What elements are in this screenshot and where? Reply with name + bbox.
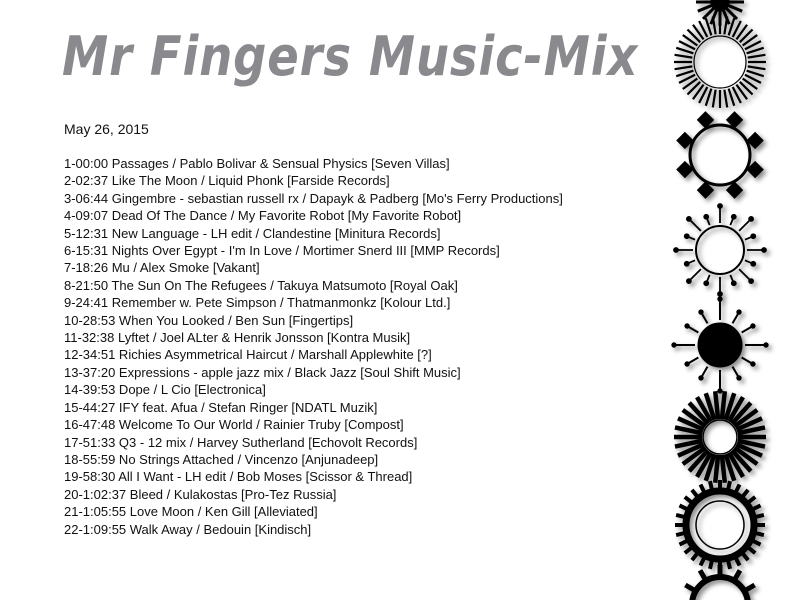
sun-ray	[729, 89, 735, 106]
sun-ray	[675, 66, 693, 69]
sun-dot	[686, 279, 691, 284]
sun-ray	[748, 55, 766, 58]
sun-dot	[749, 279, 754, 284]
sun-tooth	[692, 554, 697, 560]
sun-ray	[748, 66, 766, 69]
sun-tooth	[743, 554, 748, 560]
track-item: 21-1:05:55 Love Moon / Ken Gill [Alleviated]	[64, 504, 318, 520]
sun-tooth	[756, 515, 764, 517]
track-item: 9-24:41 Remember w. Pete Simpson / Thatmanmonkz [Kolour Ltd.]	[64, 295, 451, 311]
sun-dot	[674, 248, 679, 253]
sun-tooth	[710, 481, 712, 489]
sun-dot	[686, 216, 691, 221]
sun-ray	[746, 585, 755, 590]
sun-dot	[751, 324, 755, 328]
sun-ray	[675, 55, 693, 58]
sun-ray	[685, 585, 694, 590]
sun-tooth	[685, 548, 691, 553]
track-item: 19-58:30 All I Want - LH edit / Bob Moses [Scissor & Thread]	[64, 469, 413, 485]
sun-ray	[735, 570, 740, 579]
track-item: 11-32:38 Lyftet / Joel ALter & Henrik Jonsson [Kontra Musik]	[64, 330, 411, 346]
track-item: 18-55:59 No Strings Attached / Vincenzo [Anjunadeep]	[64, 451, 379, 467]
sun-tooth	[728, 481, 730, 489]
sun-tooth	[676, 533, 684, 535]
track-item: 12-34:51 Richies Asymmetrical Haircut / Marshall Applewhite [?]	[64, 347, 432, 363]
sun-ring	[696, 501, 744, 549]
sun-ray	[715, 455, 718, 483]
sun-ray	[729, 18, 735, 35]
sun-core	[698, 323, 742, 367]
sun-tooth	[753, 505, 760, 508]
track-item: 7-18:26 Mu / Alex Smoke [Vakant]	[64, 260, 260, 276]
sun-dot	[751, 362, 755, 366]
decorative-sun-column	[664, 0, 791, 600]
sun-ray	[715, 391, 718, 419]
sun-ring	[694, 36, 746, 88]
sun-dot	[737, 310, 741, 314]
sun-tooth	[756, 533, 764, 535]
sun-ring	[690, 125, 750, 185]
sun-dot	[699, 310, 703, 314]
track-item: 17-51:33 Q3 - 12 mix / Harvey Sutherland [Echovolt Records]	[64, 434, 418, 450]
track-item: 22-1:09:55 Walk Away / Bedouin [Kindisch]	[64, 521, 312, 537]
track-item: 6-15:31 Nights Over Egypt - I'm In Love / Mortimer Snerd III [MMP Records]	[64, 243, 500, 259]
sun-dot	[751, 261, 756, 266]
sun-dot	[704, 281, 709, 286]
sun-tooth	[749, 548, 755, 553]
sun-ray	[700, 570, 705, 579]
track-item: 10-28:53 When You Looked / Ben Sun [Fingertips]	[64, 312, 354, 328]
sun-tooth	[753, 541, 760, 544]
sun-tooth	[736, 558, 739, 565]
page-title: Mr Fingers Music-Mix	[62, 25, 639, 88]
track-item: 13-37:20 Expressions - apple jazz mix / Black Jazz [Soul Shift Music]	[64, 364, 461, 380]
sun-tooth	[679, 505, 686, 508]
sun-dot	[749, 216, 754, 221]
track-item: 16-47:48 Welcome To Our World / Rainier Truby [Compost]	[64, 417, 404, 433]
sun-dot	[718, 204, 723, 209]
sun-dot	[684, 261, 689, 266]
sun-dot	[718, 389, 722, 393]
track-item: 1-00:00 Passages / Pablo Bolivar & Sensual Physics [Seven Villas]	[64, 156, 450, 171]
sun-ray	[724, 90, 727, 108]
sun-dot	[731, 214, 736, 219]
sun-dot	[762, 248, 767, 253]
sun-ring	[692, 577, 748, 600]
sun-dot	[684, 234, 689, 239]
sun-dot	[718, 297, 722, 301]
track-item: 5-12:31 New Language - LH edit / Clandestine [Minitura Records]	[64, 225, 441, 241]
track-item: 14-39:53 Dope / L Cio [Electronica]	[64, 382, 266, 398]
sun-tooth	[676, 515, 684, 517]
sun-ray	[722, 391, 725, 419]
sun-ray	[676, 71, 693, 77]
sun-tooth	[728, 561, 730, 569]
track-item: 8-21:50 The Sun On The Refugees / Takuya Matsumoto [Royal Oak]	[64, 277, 458, 293]
track-item: 3-06:44 Gingembre - sebastian russell rx / Dapayk & Padberg [Mo's Ferry Productions]	[64, 190, 563, 206]
sun-dot	[751, 234, 756, 239]
sun-tooth	[692, 490, 697, 496]
sun-tooth	[700, 558, 703, 565]
sun-ray	[706, 89, 712, 106]
sun-dot	[718, 292, 723, 297]
sun-dot	[737, 376, 741, 380]
track-item: 2-02:37 Like The Moon / Liquid Phonk [Farside Records]	[64, 173, 390, 189]
sun-tooth	[749, 497, 755, 502]
sun-ray	[722, 455, 725, 483]
sun-ray	[713, 17, 716, 35]
sun-ray	[724, 17, 727, 35]
sun-ray	[676, 48, 693, 54]
date-label: May 26, 2015	[64, 121, 149, 137]
sun-ray	[706, 18, 712, 35]
sun-ray	[747, 71, 764, 77]
sun-dot	[731, 281, 736, 286]
sun-dot	[764, 343, 768, 347]
sun-ring	[696, 226, 744, 274]
sun-dot	[704, 214, 709, 219]
sun-tooth	[679, 541, 686, 544]
tracklist	[64, 155, 563, 538]
track-item: 15-44:27 IFY feat. Afua / Stefan Ringer [NDATL Muzik]	[64, 399, 378, 415]
track-item: 4-09:07 Dead Of The Dance / My Favorite Robot [My Favorite Robot]	[64, 208, 462, 224]
sun-ray	[747, 48, 764, 54]
sun-tooth	[685, 497, 691, 502]
sun-tooth	[736, 484, 739, 491]
sun-dot	[699, 376, 703, 380]
sun-dot	[685, 362, 689, 366]
sun-dot	[685, 324, 689, 328]
sun-tooth	[700, 484, 703, 491]
track-item: 20-1:02:37 Bleed / Kulakostas [Pro-Tez Russia]	[64, 486, 337, 502]
sun-ring	[703, 420, 737, 454]
sun-tooth	[710, 561, 712, 569]
sun-tooth	[743, 490, 748, 496]
sun-ray	[713, 90, 716, 108]
sun-dot	[672, 343, 676, 347]
